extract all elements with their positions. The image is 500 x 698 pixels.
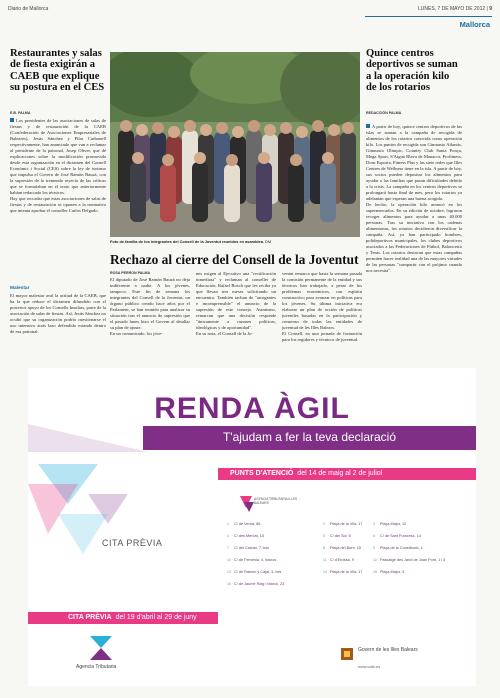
office-name: Plaça del Born, 15 — [330, 546, 362, 550]
center-headline: Rechazo al cierre del Consell de la Joventut — [110, 252, 359, 267]
office-location — [373, 570, 405, 574]
office-number: 2 — [323, 522, 325, 526]
ad-tagline-band — [143, 426, 476, 450]
office-name: C/ del Calvari, 7, bxs — [234, 546, 270, 550]
office-location — [227, 582, 285, 586]
agencia-tributaria-logo — [86, 634, 116, 662]
office-location — [373, 558, 446, 562]
group-photo — [110, 52, 360, 237]
office-number: 9 — [373, 546, 375, 550]
office-number: 1 — [227, 522, 229, 526]
agency-logo-text: AGENCIA TRIBUTARIA ILLES BALEARS — [254, 497, 298, 505]
office-location — [373, 534, 421, 538]
office-name: Plaça de la Vila, 17 — [330, 570, 363, 574]
office-name: C/ de Ramon y Cajal, 3, bxs — [234, 570, 282, 574]
office-location — [227, 546, 270, 550]
office-number: 7 — [227, 546, 229, 550]
office-location — [227, 558, 277, 562]
office-location — [323, 522, 363, 526]
punts-atencio-bar: PUNTS D'ATENCIÓ del 14 de maig al 2 de juliol — [218, 468, 476, 480]
office-number: 16 — [227, 582, 231, 586]
office-location — [323, 546, 362, 550]
office-location — [373, 546, 423, 550]
center-col-3: ventut remarca que hasta la semana pasada la comisión permanente de la entidad y sus técnicos han trabajado, a pesar de los problemas económicos, con espíritu constructivo para avanzar en políticas para los jóvenes. Su última iniciativa era elaborar un plan de acción de políticas juveniles basadas en la participación y consenso de todas las entidades de juventud de les Illes Balears. El Consell, en una jornada de formación para los regidores y técnicos de juventud. — [282, 271, 362, 342]
left-body-2: El mayor malestar aval la actitud de la CAEB, que ha la que reduce el dictamen difundido con el posterior apoyo de los Consells Insulars, parte de la asociación de salas de fiestas. Así, Jesús Sánchez no ocultó que su organización podría cuestionarse el uso intensivo atrás lazo defendido estando dentro de esa patronal. — [10, 293, 106, 334]
agencia-tributaria-label: Agencia Tributaria — [76, 664, 117, 670]
office-name: C/ de Femenia, 4, baixos — [234, 558, 277, 562]
office-number: 5 — [323, 534, 325, 538]
section-label: Mallorca — [459, 20, 490, 29]
left-byline: E.B. PALMA — [10, 111, 31, 115]
group-photo-illustration — [110, 52, 360, 237]
right-body: A partir de hoy, quince centros deportivos de las islas se suman a la campaña de recogida de alimentos de los rotarios conocida como operación kilo. Los puntos de recogida son Gimnasio Atlantis, Gimnasio Olimpic, Country Club Santa Ponça, Mega Sport, S'Aigua Blava de Manacor, Profitness, Dorn Esporta, Fitness Plus y las siete redes que Illes Centres de Wellness tiene en la isla. A partir de hoy, sus socios pueden depositar los alimentos para ayudar a las familias que pasan dificultades debido a la crisis. La campaña en los centros deportivos se prolongará hasta final de mes, pero los rotarios ya adelantan que esperan una buena acogida. De hecho, la operación kilo arrancó en los supermercados. En su edición de octubre, lograron recoger alimentos para ayudar a unas 40.000 personas. Tras su iniciativa con los cadenas alimentarias, los rotarios decidieron diversificar la campaña. Así, ya han participado hombres, polideportivos municipales, los clubes deportivos asociados a las Federaciones de Fútbol, Baloncesto y Tenis. Los rotarios destacan que estas campañas permiten hacer realidad una de las mayores virtudes de las personas "compartir con el prójimo cuando nos necesita". — [366, 124, 462, 273]
renda-agil-advertisement — [28, 368, 476, 686]
office-name: Plaça Major, 12 — [380, 522, 407, 526]
office-number: 15 — [373, 570, 377, 574]
right-headline: Quince centros deportivos se suman a la operación kilo de los rotarios — [366, 48, 458, 94]
photo-caption: Foto de familia de los integrantes del Consell de la Joventut reunidos en asamblea. DM — [110, 239, 272, 244]
office-number: 11 — [323, 558, 327, 562]
office-name: Plaça de la Vila, 17 — [330, 522, 363, 526]
office-name: Plaça Major, 3 — [380, 570, 405, 574]
cita-previa-bar: CITA PRÈVIA del 19 d'abril al 29 de juny — [28, 612, 218, 624]
office-number: 12 — [373, 558, 377, 562]
right-byline: REDACCIÓN PALMA — [366, 111, 402, 115]
office-name: C/ de Verna, 86 — [234, 522, 261, 526]
office-location — [227, 522, 261, 526]
office-number: 4 — [227, 534, 229, 538]
office-number: 14 — [323, 570, 327, 574]
section-bar — [365, 16, 492, 30]
govern-url: www.caib.es — [358, 664, 381, 669]
office-location — [373, 522, 407, 526]
running-header — [8, 3, 492, 15]
left-subhead: Malestar — [10, 286, 30, 291]
bullet-square — [10, 118, 14, 122]
left-headline: Restaurantes y salas de fiesta exigirán a CAEB que explique su postura en el CES — [10, 48, 105, 94]
office-name: C/ del Sol, 6 — [330, 534, 351, 538]
office-name: C/ des Mercat, 15 — [234, 534, 264, 538]
page-date: LUNES, 7 DE MAYO DE 2012 | 9 — [417, 6, 492, 12]
office-location — [227, 570, 282, 574]
office-name: Plaça de la Constitució, 1 — [380, 546, 423, 550]
govern-emblem-icon — [340, 647, 354, 661]
decorative-triangles — [28, 424, 158, 574]
bullet-square — [366, 124, 370, 128]
office-number: 10 — [227, 558, 231, 562]
office-location — [227, 534, 264, 538]
ad-tagline: T'ajudam a fer la teva declaració — [222, 430, 397, 444]
office-name: C/ de Jaume Roig i Marcó, 23 — [234, 582, 285, 586]
office-location — [323, 534, 351, 538]
left-body: Los presidentes de las asociaciones de salas de fiestas y de restauración de la CAEB (Confederación de Asociaciones Empresariales de Baleares), Jesús Sánchez y Pilar Carbonell respectivamente, han anunciado que van a reclamar al presidente de la patronal, Josep Oliver, que dé explicaciones sobre la modificación promovida desde esta organización en el dictamen del Consell Econòmic i Social (CES) sobre la ley de turismo que impulsa el Govern de José Ramón Bauzá, con la supresión de la tremenda reyecía de las críticas que se formulaban en el texto que anteriormente habían redactado los técnicos. Hay que recordar que estas asociaciones de salas de fiestas y de restauración se oponen a la normativa que intenta aprobar el conseller Carlos Delgado. — [10, 118, 106, 213]
office-location — [323, 570, 363, 574]
office-number: 13 — [227, 570, 231, 574]
office-number: 3 — [373, 522, 375, 526]
office-number: 8 — [323, 546, 325, 550]
office-number: 6 — [373, 534, 375, 538]
ad-title: RENDA ÀGIL — [154, 392, 350, 425]
office-location — [323, 558, 354, 562]
publication-name: Diario de Mallorca — [8, 6, 49, 12]
cita-previa-heading: CITA PRÈVIA — [102, 538, 163, 548]
center-byline: ROSA PERRON PALMA — [110, 271, 151, 275]
office-name: C/ de Sant Francesc, 14 — [380, 534, 421, 538]
center-col-2: nes exigen al Ejecutivo una "rectificación inmediata" y reclaman al conseller de Educación, Rafael Bosch que les reciba ya que llevan tres meses solicitando un encuentro. También tachan de "arrogantes e incomprensible" el anuncio de la supresión de este consejo. Asimismo, remarcan que una decisión responde "únicamente a razones políticas, ideológicas y de oportunidad". En su nota, el Consell de la Jo- — [196, 271, 276, 336]
office-name: Passatge des Jardí de Joan Pont, 1 i 3 — [380, 558, 446, 562]
office-name: C/ d'Eivissa, 9 — [330, 558, 354, 562]
govern-label: Govern de les Illes Balears — [358, 647, 418, 653]
center-col-1: El diputado de José Ramón Bauzá no deja indiferente a nadie. A los jóvenes, tampoco. Este fin de semana los integrantes del Consell de la Joventut, un órgano público creado hace años por el Parlament, se han reunido para analizar su situación tras el anuncio de supresión que el pasado lunes hizo el Govern al detallar su plan de ajuste. En un comunicado, los jóve- — [110, 277, 190, 336]
